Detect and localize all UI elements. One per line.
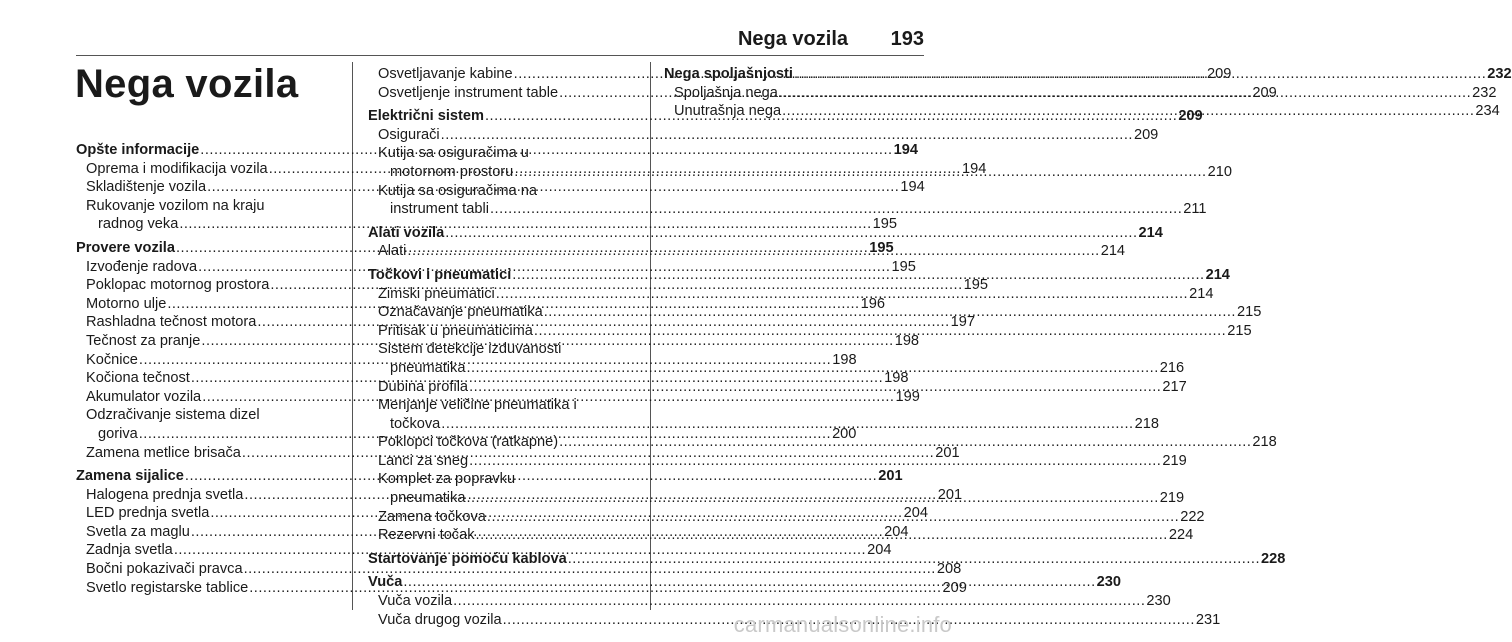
dot-leader [514,163,1206,182]
chapter-title: Nega vozila [75,62,299,106]
toc-entry-title: Poklopac motornog prostora [86,277,270,294]
dot-leader [476,526,1168,545]
toc-entry-title: Označavanje pneumatika [378,304,543,321]
toc-entry-page: 195 [872,216,897,233]
dot-leader [469,378,1161,397]
watermark: carmanualsonline.info [733,612,952,637]
toc-entry-title: Provere vozila [76,239,175,256]
toc-entry-page: 214 [1189,285,1214,302]
toc-entry-title: Halogena prednja svetla [86,486,244,503]
toc-entry-title: Kočiona tečnost [86,370,190,387]
toc-entry-title: Bočni pokazivači pravca [86,561,243,578]
toc-entry-page: 219 [1159,490,1185,507]
dot-leader [568,550,1260,569]
toc-entry-title: Zamena točkova [378,508,486,525]
toc-entry-title: Zimski pneumatici [378,285,495,302]
toc-entry-page: 195 [891,258,916,275]
toc-entry-page: 201 [935,444,960,461]
toc-entry-title: Točkovi i pneumatici [368,266,512,283]
toc-entry-title: Zamena sijalice [76,468,184,485]
toc-entry-title: točkova [390,415,441,432]
dot-leader [466,489,1158,508]
toc-entry-title: Rezervni točak [378,527,475,544]
toc-entry-page: 214 [1138,224,1163,241]
toc-entry-line[interactable]: Kutija sa osiguračima u [378,145,529,162]
toc-entry-page: 209 [1252,84,1277,101]
toc-entry-title: Spoljašnja nega [674,84,778,101]
toc-entry-page: 228 [1261,550,1286,567]
dot-leader [487,508,1179,527]
dot-leader [782,102,1474,121]
toc-entry-title: Izvođenje radova [86,258,198,275]
toc-entry-title: Alati [378,243,407,260]
toc-entry-title: Tečnost za pranje [86,332,201,349]
toc-entry-page: 208 [936,561,962,578]
dot-leader [441,415,1133,434]
toc-entry-page: 209 [1178,108,1203,125]
toc-entry-page: 214 [1205,266,1230,283]
toc-entry-page: 215 [1237,304,1262,321]
toc-entry-title: Kočnice [86,351,138,368]
toc-entry-page: 195 [963,277,989,294]
toc-entry[interactable] [368,592,1171,611]
toc-entry-page: 216 [1159,359,1185,376]
toc-entry-title: Električni sistem [368,108,484,125]
header-divider [76,55,924,56]
dot-leader [794,65,1486,84]
dot-leader [559,433,1251,452]
toc-entry-title: Svetlo registarske tablice [86,579,249,596]
toc-entry-page: 194 [962,160,987,177]
dot-leader [779,84,1471,103]
toc-entry-page: 230 [1096,574,1122,591]
toc-entry-title: Nega spoljašnjosti [664,66,793,82]
toc-entry-page: 198 [894,332,920,349]
toc-entry[interactable] [76,560,962,579]
dot-leader [441,126,1133,145]
toc-entry-title: pneumatika [390,359,466,376]
toc-entry-page: 204 [903,505,928,522]
dot-leader [512,266,1204,285]
toc-entry-title: instrument tabli [390,201,489,218]
toc-entry-page: 194 [893,142,918,158]
page-number: 193 [890,28,924,50]
dot-leader [466,359,1158,378]
toc-entry-page: 224 [1168,527,1194,544]
toc-entry-title: Svetla za maglu [86,523,190,540]
toc-entry-page: 234 [1475,103,1500,120]
toc-entry-line[interactable]: Sistem detekcije izduvanosti [378,341,562,358]
toc-entry-title: Osigurači [378,126,440,143]
toc-entry-title: Opšte informacije [76,142,200,158]
toc-entry-page: 218 [1134,415,1159,432]
toc-entry-page: 210 [1207,163,1232,180]
toc-entry-title: Zadnja svetla [86,542,173,559]
toc-entry-line[interactable]: Kutija sa osiguračima na [378,182,537,199]
toc-entry-title: Poklopci točkova (ratkapne) [378,434,559,451]
toc-entry-title: Osvetljenje instrument table [378,84,559,101]
toc-entry-page: 232 [1487,66,1512,82]
toc-entry-page: 198 [832,351,857,368]
toc-entry-title: Vuča [368,574,403,591]
toc-entry-page: 204 [884,523,909,540]
toc-entry-title: pneumatika [390,490,466,507]
toc-entry-title: Oprema i modifikacija vozila [86,160,268,177]
toc-entry-page: 222 [1180,508,1205,525]
toc-entry-page: 209 [1133,126,1159,143]
toc-entry-page: 197 [950,314,976,331]
toc-entry-title: Pritisak u pneumaticima [378,322,533,339]
toc-entry-title: Akumulator vozila [86,388,202,405]
toc-entry-title: Alati vozila [368,224,445,241]
toc-entry-page: 209 [1206,66,1232,82]
toc-entry-page: 230 [1146,593,1171,610]
toc-entry-title: Lanci za sneg [378,452,469,469]
dot-leader [469,452,1161,471]
toc-entry-title: goriva [98,425,138,442]
toc-entry-title: radnog veka [98,216,179,233]
toc-entry-title: Rashladna tečnost motora [86,314,257,331]
toc-entry-title: Vuča drugog vozila [378,611,502,628]
toc-entry-page: 196 [860,295,885,312]
toc-entry-page: 232 [1472,84,1497,101]
toc-entry-title: Skladištenje vozila [86,179,207,196]
dot-leader [445,224,1137,243]
toc-entry-page: 195 [869,239,894,256]
toc-entry-title: Zamena metlice brisača [86,444,241,461]
toc-entry-line[interactable]: Komplet za popravku [378,471,516,488]
toc-entry-page: 194 [900,179,925,196]
running-header-title: Nega vozila [737,28,848,50]
toc-entry[interactable] [368,126,1159,145]
toc-entry-title: LED prednja svetla [86,505,210,522]
dot-leader [407,242,1099,261]
toc-entry-page: 231 [1195,611,1221,628]
toc-entry-page: 201 [937,486,963,503]
dot-leader [534,322,1226,341]
toc-entry-title: Startovanje pomoću kablova [368,550,567,567]
toc-entry-page: 211 [1183,201,1207,218]
toc-entry-page: 214 [1100,243,1126,260]
toc-entry[interactable] [368,200,1207,219]
dot-leader [453,592,1145,611]
toc-entry-title: Unutrašnja nega [674,103,782,120]
toc-entry-line[interactable]: Menjanje veličine pneumatika i [378,397,577,414]
toc-entry-page: 215 [1227,322,1252,339]
toc-entry-title: Vuča vozila [378,593,453,610]
toc-entry-title: Motorno ulje [86,295,167,312]
toc-entry-line[interactable]: Rukovanje vozilom na kraju [86,197,265,214]
toc-entry-page: 219 [1162,452,1187,469]
toc-entry-page: 204 [867,542,892,559]
toc-entry-page: 200 [832,425,857,442]
dot-leader [544,303,1236,322]
toc-entry-page: 218 [1252,434,1277,451]
toc-entry-line[interactable]: Odzračivanje sistema dizel [86,407,260,424]
dot-leader [490,200,1182,219]
toc-entry-page: 217 [1162,378,1187,395]
toc-entry-page: 209 [942,579,967,596]
dot-leader [403,573,1095,592]
toc-entry-title: motornom prostoru [390,163,514,180]
toc-entry-page: 198 [884,370,909,387]
toc-entry-page: 201 [878,468,903,485]
toc-entry-title: Osvetljavanje kabine [378,66,513,82]
dot-leader [496,285,1188,304]
toc-entry-page: 199 [895,388,920,405]
toc-entry-title: Dubina profila [378,378,469,395]
